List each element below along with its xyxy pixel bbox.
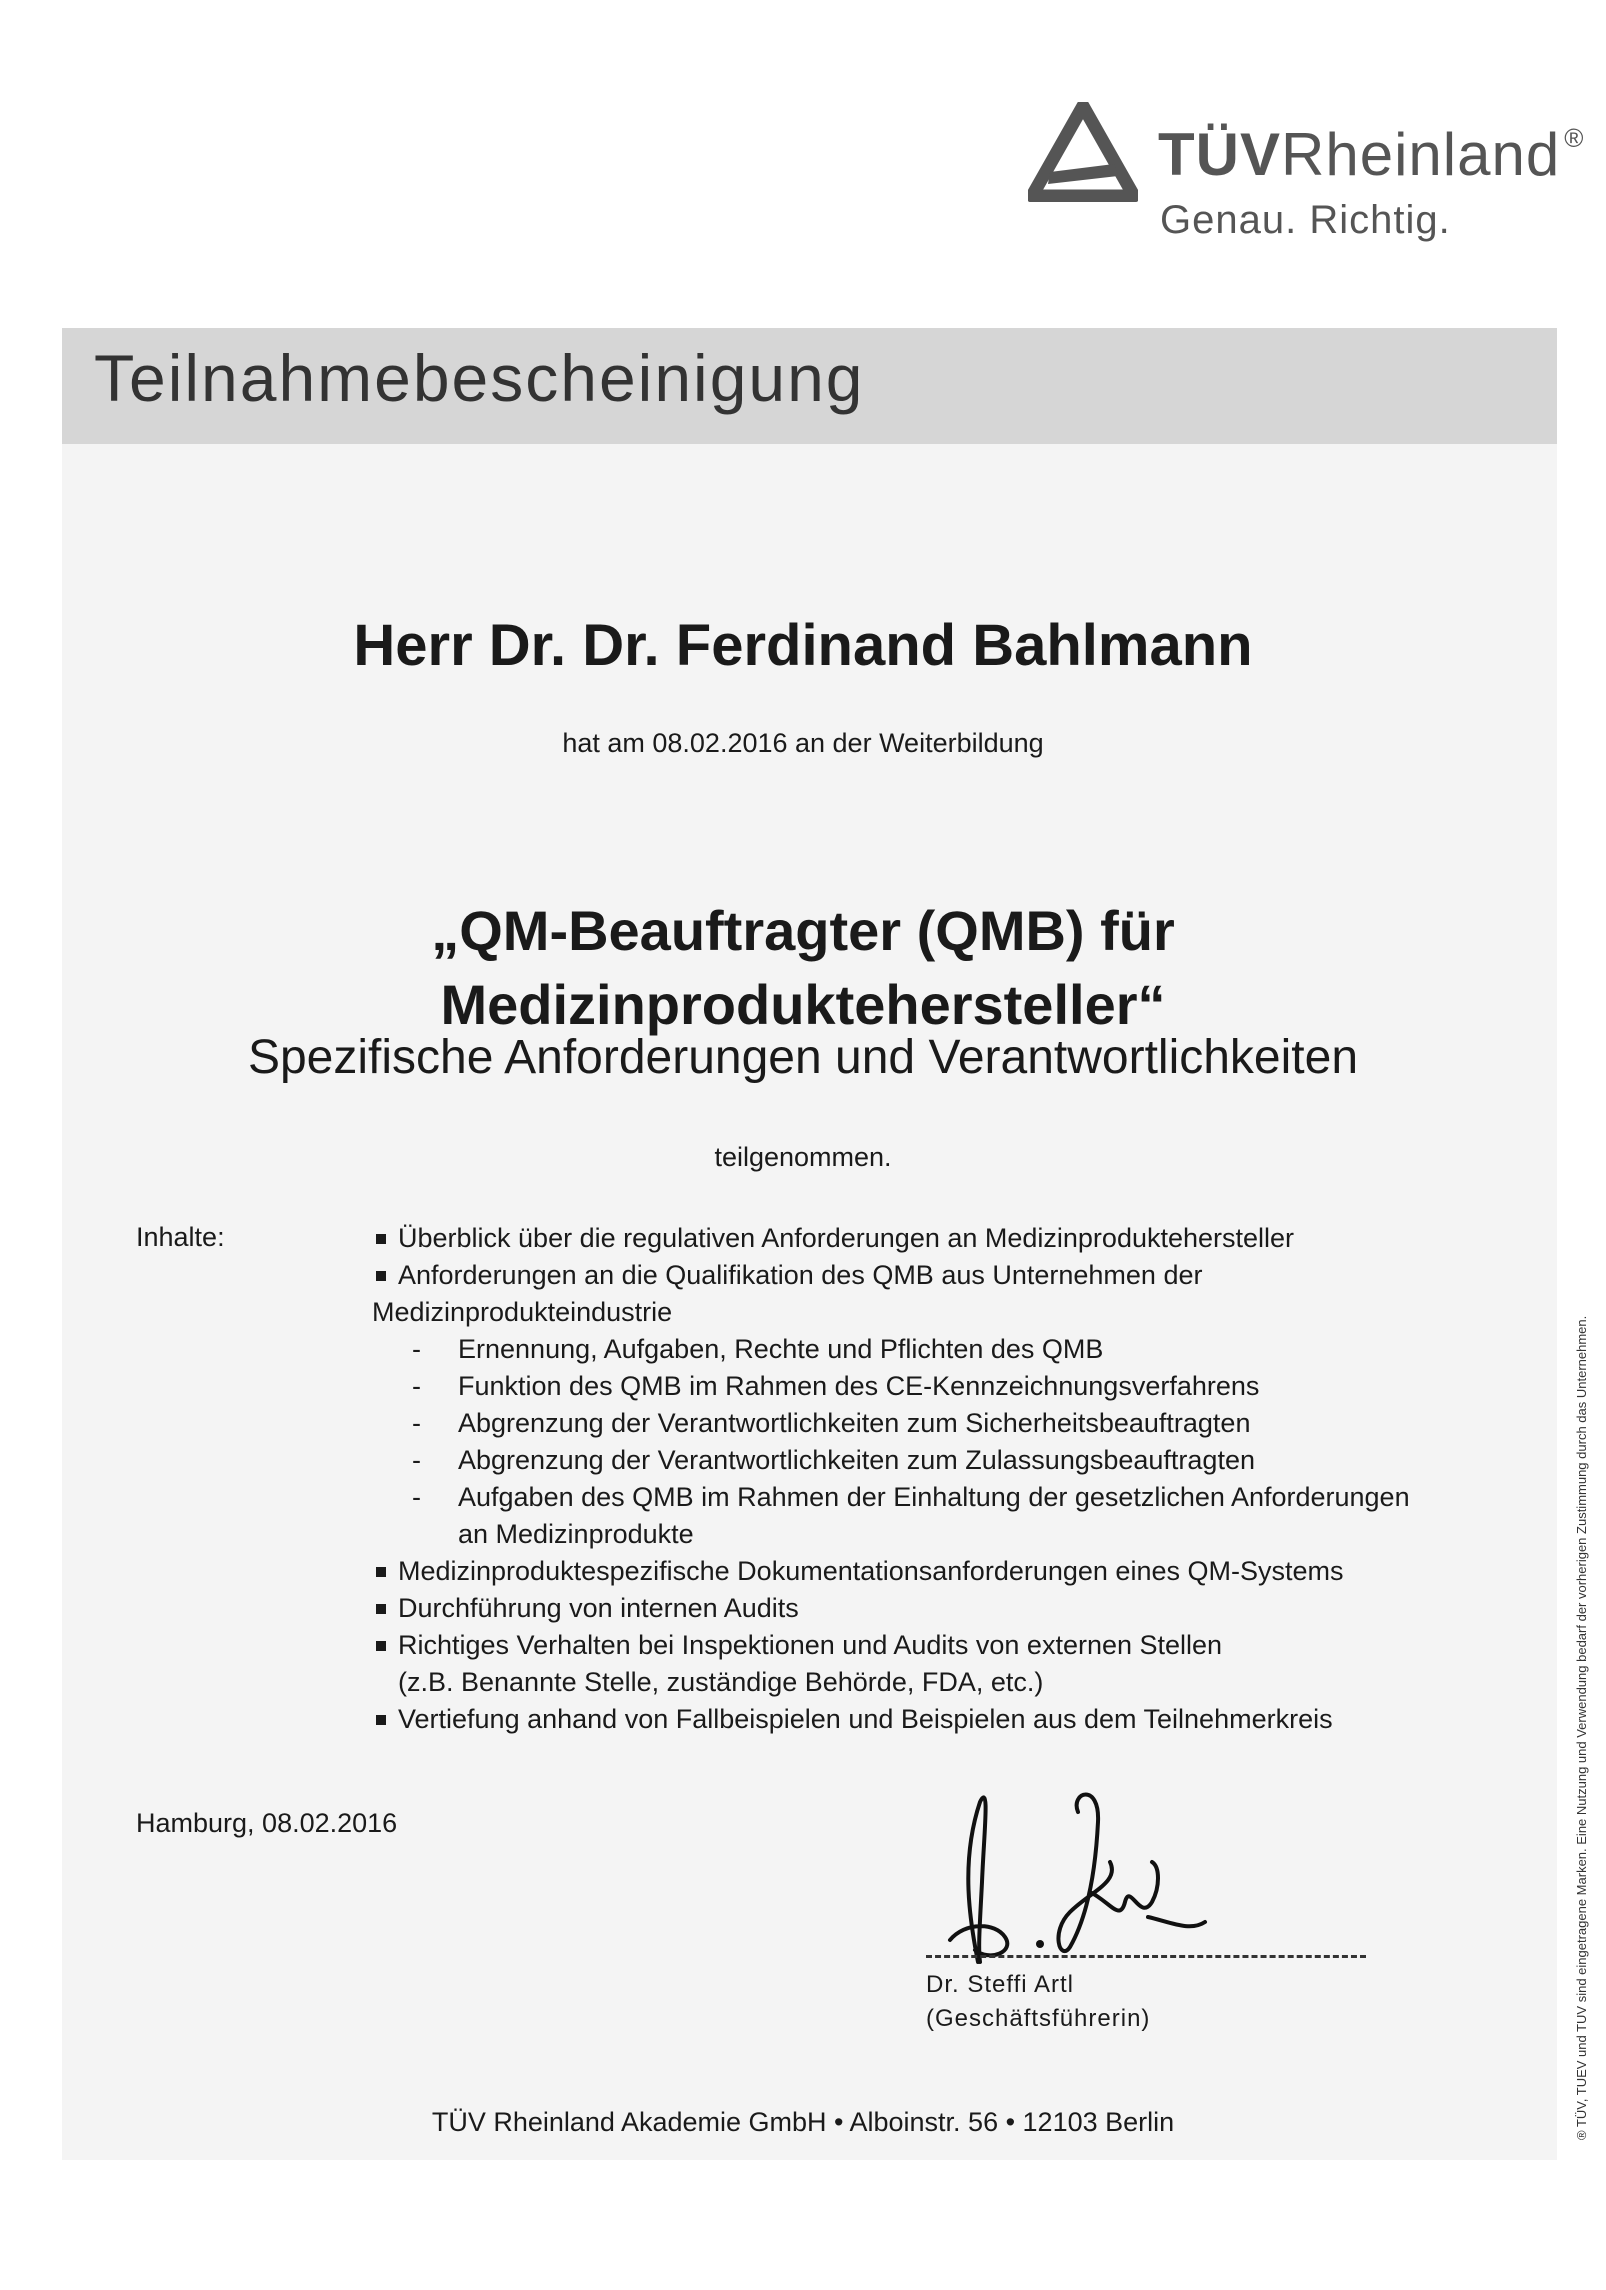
- list-item: Medizinproduktespezifische Dokumentationsanforderungen eines QM-Systems: [372, 1553, 1492, 1590]
- title-banner: [62, 328, 1557, 444]
- sub-list-item: - Aufgaben des QMB im Rahmen der Einhaltung der gesetzlichen Anforderungen: [412, 1479, 1492, 1516]
- tuv-triangle-icon: [1028, 102, 1138, 202]
- brand-name: [1158, 120, 1584, 189]
- signer-role: (Geschäftsführerin): [926, 2005, 1151, 2032]
- course-subtitle: Spezifische Anforderungen und Verantwortlichkeiten: [247, 1031, 1359, 1084]
- trademark-note: ® TÜV, TUEV und TUV sind eingetragene Marken. Eine Nutzung und Verwendung bedarf der vorherigen Zustimmung durch das Unternehmen.: [1574, 1315, 1589, 2140]
- brand-tagline: Genau. Richtig.: [1160, 198, 1451, 242]
- sub-list-item: - Abgrenzung der Verantwortlichkeiten zum Zulassungsbeauftragten: [412, 1442, 1492, 1479]
- list-item: Durchführung von internen Audits: [372, 1590, 1492, 1627]
- brand-bold: TÜV: [1158, 121, 1281, 188]
- document-title: Teilnahmebescheinigung: [94, 341, 865, 415]
- handwritten-signature: [920, 1772, 1210, 1972]
- footer-address: TÜV Rheinland Akademie GmbH • Alboinstr. 56 • 12103 Berlin: [431, 2107, 1175, 2137]
- list-item-continuation: Medizinprodukteindustrie: [372, 1297, 673, 1327]
- sub-list-item-continuation: an Medizinprodukte: [458, 1519, 694, 1549]
- sub-list: [412, 1331, 1492, 1553]
- contents-label: Inhalte:: [136, 1222, 225, 1252]
- recipient-name: Herr Dr. Dr. Ferdinand Bahlmann: [353, 613, 1253, 678]
- signer-block: [926, 1968, 1150, 2036]
- contents-list: [372, 1220, 1492, 1738]
- brand-rest: Rheinland: [1281, 121, 1561, 188]
- signature-line: [926, 1955, 1366, 1958]
- list-item: Vertiefung anhand von Fallbeispielen und Beispielen aus dem Teilnehmerkreis: [372, 1701, 1492, 1738]
- sub-list-item: - Funktion des QMB im Rahmen des CE-Kennzeichnungsverfahrens: [412, 1368, 1492, 1405]
- list-item-continuation: (z.B. Benannte Stelle, zuständige Behörde, FDA, etc.): [398, 1667, 1044, 1697]
- signer-name: Dr. Steffi Artl: [926, 1971, 1074, 1998]
- place-date: Hamburg, 08.02.2016: [136, 1808, 398, 1838]
- course-title: „QM-Beauftragter (QMB) für Medizinproduktehersteller“: [431, 899, 1175, 1036]
- list-item: Überblick über die regulativen Anforderungen an Medizinproduktehersteller: [372, 1220, 1492, 1257]
- list-item: Richtiges Verhalten bei Inspektionen und Audits von externen Stellen: [372, 1627, 1492, 1664]
- tuv-rheinland-logo: [1028, 102, 1588, 252]
- sub-list-item: - Abgrenzung der Verantwortlichkeiten zum Sicherheitsbeauftragten: [412, 1405, 1492, 1442]
- intro-line: hat am 08.02.2016 an der Weiterbildung: [562, 728, 1044, 758]
- list-item: Anforderungen an die Qualifikation des QMB aus Unternehmen der: [372, 1257, 1492, 1294]
- registered-mark: ®: [1564, 123, 1585, 153]
- sub-list-item: - Ernennung, Aufgaben, Rechte und Pflichten des QMB: [412, 1331, 1492, 1368]
- participation-text: teilgenommen.: [714, 1142, 892, 1172]
